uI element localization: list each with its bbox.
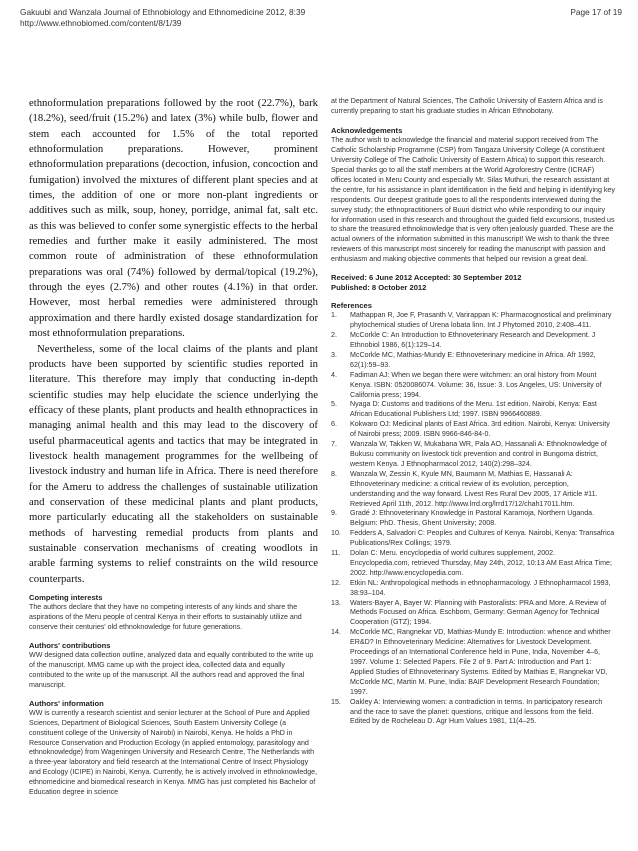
author-information-heading: Authors' information (29, 698, 104, 708)
reference-text: McCorkle MC, Mathias-Mundy E: Ethnoveterinary medicine in Africa. Afr 1992, 62(1):59–93. (350, 350, 596, 369)
reference-item (331, 420, 615, 440)
reference-item (331, 351, 615, 371)
reference-list (331, 311, 615, 727)
reference-item (331, 549, 615, 579)
reference-text: Fadiman AJ: When we began there were witchmen: an oral history from Mount Kenya. ISBN: 0520086074. Volume: 36, Issue: 3. Los Angeles, US: University of California press; 1994. (350, 370, 602, 399)
reference-item (331, 331, 615, 351)
competing-interests-text: The authors declare that they have no competing interests of any kinds and share the aspirations of the Meru people of central Kenya in their efforts to sustainably utilize and conserve their centuries' old ethnoknowledge for future generations. (29, 603, 302, 631)
reference-number: 7. (331, 440, 337, 449)
competing-interests-heading: Competing interests (29, 593, 103, 602)
reference-text: Wanzala W, Zessin K, Kyule MN, Baumann M, Mathias E, Hassanali A: Ethnoveterinary medicine: a critical review of its evolution, perception, understanding and the way forward. Livest Res Rural Dev 2005, 17 Article #11. Retrieved April 11th, 2012. http://www.lrrd.org/lrrd17/12/chah17011.htm. (350, 469, 598, 508)
published-date: Published: 8 October 2012 (331, 283, 427, 293)
body-paragraph: ethnoformulation preparations followed by the root (22.7%), bark (18.2%), seed/fruit (15.2%) and latex (3%) while bulb, flower and stem each accounted for 1.5% of the total reported ethnoformulation preparations. However, prominent ethnoformulation preparations (decoction, infusion, concoction and fumigation) involved the mixtures of different plant species and at times, the addition of one or more non-plant ingredients or additives such as milk, soup, honey, porridge, animal fat, salt etc. as this was believed to confer some synergistic effects to the herbal remedies and further make it easily administered. The most common route of administration of these ethnoformulation preparations was oral (74%) followed by dermal/topical (19.2%), through the eyes (2.7%) and other routes (4.1%) in that order. However, most herbal remedies were administered through approximation and there hardly existed dosage standardization for most ethnoformulation preparations. (29, 97, 318, 340)
author-information-text: WW is currently a research scientist and senior lecturer at the School of Pure and Applied Sciences, Department of Biological Sciences, South Eastern University College (a constituent college of the University of Nairobi) in Nairobi, Kenya. He holds a PhD in Resource Conservation and Production Ecology (in applied entomology, parasitology and ethnoknowledge) from Wageningen University and Research Centre, The Netherlands with a three-year laboratory and field research at the International Centre of Insect Physiology and Ecology (ICIPE) in Nairobi, Kenya. Currently, he is actively involved in ethnoknowledge, ethnomedicine and biomedical research in Kenya. MMG has just completed his Bachelor of Education degree in science (29, 708, 318, 797)
reference-number: 6. (331, 420, 337, 429)
reference-item (331, 628, 615, 697)
reference-item (331, 579, 615, 599)
journal-citation: Gakuubi and Wanzala Journal of Ethnobiology and Ethnomedicine 2012, 8:39 (20, 7, 306, 17)
reference-item (331, 529, 615, 549)
received-accepted-dates: Received: 6 June 2012 Accepted: 30 September 2012 (331, 273, 522, 283)
reference-item (331, 599, 615, 629)
author-contributions-text: WW designed data collection outline, analyzed data and equally contributed to the write up of the manuscript. MMG came up with the project idea, collected data and equally contributed to the write up of the manuscript. All the authors read and approved the final manuscript. (29, 650, 314, 689)
reference-number: 9. (331, 509, 337, 518)
acknowledgements-heading: Acknowledgements (331, 125, 403, 135)
reference-text: Fedders A, Salvadori C: Peoples and Cultures of Kenya. Nairobi, Kenya: Transafrica Publications/Rex Collings; 1979. (350, 529, 615, 548)
acknowledgements-text: The author wish to acknowledge the financial and material support received from The Catholic Scholarship Programme (CSP) from Tangaza University College (A constituent University College of The Catholic University of Eastern Africa) to support this research. Special thanks go to all the staff members at the World Agroforestry Centre (ICRAF) offices located in Meru County and especially Mr. Silas Muthuri, the research assistant at the centre, for his assistance in plant identification in the field and helping in identifying key respondents. Our deepest gratitude goes to all the respondents interviewed during the survey study; the ethnopractitioners of Buuri district who while responding to our inquiry for information used in this research and throughout the guided field excursions, trusted us to share the treasured ethnoknowledge that is very often jealously guarded. These are the actual owners of the information submitted in this manuscript! We wish to thank the three reviewers of this manuscript most sincerely for reading the manuscript with passion and enthusiasm and making objective comments that helped our revision a great deal. (331, 135, 615, 264)
reference-text: Mathappan R, Joe F, Prasanth V, Varirappan K: Pharmacognostical and preliminary phytochemical studies of Urena lobata linn. Int J Phytomed 2010, 2:408–411. (350, 311, 612, 330)
right-column (331, 97, 615, 727)
reference-number: 8. (331, 469, 337, 478)
reference-number: 4. (331, 370, 337, 379)
reference-item (331, 400, 615, 420)
reference-text: Wanzala W, Takken W, Mukabana WR, Pala AO, Hassanali A: Ethnoknowledge of Bukusu community on livestock tick prevention and control in Bungoma district, western Kenya. J Ethnopharmacol 2012, 140(2):298–324. (350, 440, 607, 468)
reference-text: Waters-Bayer A, Bayer W: Planning with Pastoralists: PRA and More. A Review of Methods Focused on Africa. Eschborn, Germany: German Agency for Technical Cooperation (GTZ); 1994. (350, 598, 607, 627)
reference-text: Etkin NL: Anthropological methods in ethnopharmacology. J Ethnopharmacol 1993, 38:93–104. (350, 578, 611, 597)
reference-number: 5. (331, 400, 337, 409)
reference-item (331, 509, 615, 529)
page-header (20, 7, 622, 29)
reference-item (331, 311, 615, 331)
reference-item (331, 470, 615, 510)
reference-number: 11. (331, 549, 341, 558)
reference-number: 3. (331, 350, 337, 359)
reference-text: McCorkle C: An Introduction to Ethnoveterinary Research and Development. J Ethnobiol 1986, 6(1):129–14. (350, 331, 596, 350)
reference-text: Oakley A: Interviewing women: a contradiction in terms. In participatory research and the race to save the planet: questions, critique and lessons from the field. Edited by de Rocheleau D. Agr Hum Values 1981, 11(4–25. (350, 697, 603, 726)
author-information-continued: at the Department of Natural Sciences, The Catholic University of Eastern Africa and is currently preparing to start his graduate studies in African Ethnobotany. (331, 97, 603, 115)
reference-number: 13. (331, 598, 341, 607)
reference-text: McCorkle MC, Rangnekar VD, Mathias-Mundy E: Introduction: whence and whither ER&D? In Ethnoveterinary Medicine: Alternatives for Livestock Development. Proceedings of an International Conference held in Pune, India, November 4–6, 1997. Volume 1: Selected Papers. File 2 of 9. Part A: Introduction and Part 1: Applied Studies of Ethnoveterinary Systems. Edited by Mathias E, Rangnekar VD, McCorkle MC, Martin M. Pune, India: BAIF Development Research Foundation; 1997. (350, 628, 611, 696)
reference-text: Kokwaro OJ: Medicinal plants of East Africa. 3rd edition. Nairobi, Kenya: University of Nairobi press; 2009. ISBN 9966-846-84-0. (350, 420, 610, 439)
reference-item (331, 440, 615, 470)
reference-number: 15. (331, 697, 341, 706)
reference-item (331, 698, 615, 728)
reference-number: 10. (331, 529, 341, 538)
reference-item (331, 371, 615, 401)
reference-number: 14. (331, 628, 341, 637)
journal-url[interactable]: http://www.ethnobiomed.com/content/8/1/39 (20, 18, 182, 28)
reference-number: 1. (331, 311, 337, 320)
reference-text: Nyaga D: Customs and traditions of the Meru. 1st edition. Nairobi, Kenya: East African Educational Publishers Ltd; 1997. ISBN 9966460889. (350, 400, 597, 419)
left-column (29, 96, 318, 798)
reference-text: Dolan C: Meru. encyclopedia of world cultures supplement, 2002. Encyclopedia.com, retrieved Thursday, May 24th, 2012, 10:13 AM East Africa Time; 2002. http://www.encyclopedia.com. (350, 549, 612, 577)
author-contributions-heading: Authors' contributions (29, 640, 111, 650)
reference-number: 2. (331, 331, 337, 340)
reference-text: Gradé J: Ethnoveterinary Knowledge in Pastoral Karamoja, Northern Uganda. Belgium: PhD. Thesis, Ghent University; 2008. (350, 509, 595, 528)
reference-number: 12. (331, 578, 341, 587)
body-paragraph: Nevertheless, some of the local claims of the plants and plant products have been supported by scientific studies reported in literature. This therefore may imply that conducting in-depth scientific studies may help elucidate the science underlying the efficacy of these plants, plant products and health ethnopractices in managing animal health and this may lead to the discovery of useful pharmaceutical agents and tactics that may be integrated in livestock health management programmes for the wellbeing of livestock industry and human life in Africa. There is need therefore for the Ameru to address the challenges of sustainable utilization and conservation of these medicinal plants and plant products, more particularly educating all the stakeholders on sustainable methods of harvesting remedial products from plants and sustainable conservation mechanisms of creating woodlots in arable farming systems to relief constraints on the wild resource counterparts. (29, 342, 318, 585)
page-number: Page 17 of 19 (570, 7, 622, 17)
references-heading: References (331, 301, 372, 311)
